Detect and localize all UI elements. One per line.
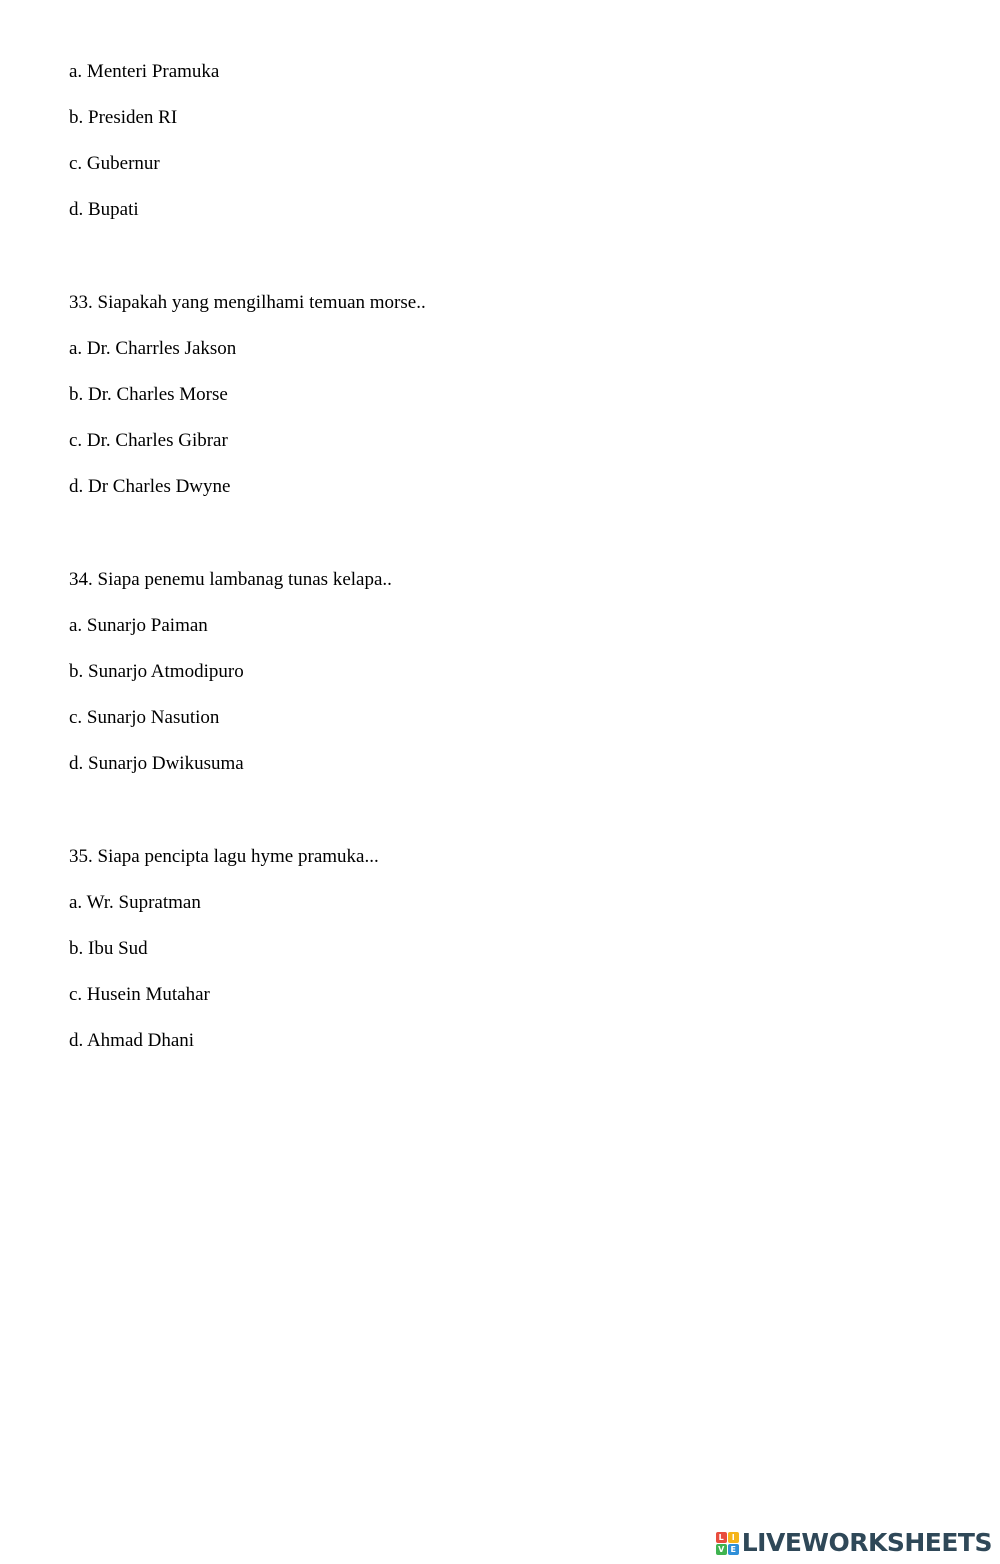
liveworksheets-logo (716, 1528, 992, 1558)
logo-mark-i: I (728, 1532, 739, 1543)
q32-option-b: b. Presiden RI (69, 107, 178, 128)
q35-question: 35. Siapa pencipta lagu hyme pramuka... (69, 846, 379, 867)
logo-mark-v: V (716, 1544, 727, 1555)
q34-question: 34. Siapa penemu lambanag tunas kelapa.. (69, 569, 392, 590)
q34-option-a: a. Sunarjo Paiman (69, 615, 208, 636)
q35-option-d: d. Ahmad Dhani (69, 1030, 195, 1051)
q32-option-d: d. Bupati (69, 199, 139, 220)
q35-option-c: c. Husein Mutahar (69, 984, 210, 1005)
q35-option-b: b. Ibu Sud (69, 938, 148, 959)
q32-option-a: a. Menteri Pramuka (69, 61, 220, 82)
logo-mark-e: E (728, 1544, 739, 1555)
q35-option-a: a. Wr. Supratman (69, 892, 201, 913)
q33-option-a: a. Dr. Charrles Jakson (69, 338, 237, 359)
q33-option-c: c. Dr. Charles Gibrar (69, 430, 228, 451)
logo-wordmark: LIVEWORKSHEETS (741, 1528, 992, 1557)
liveworksheets-logo-icon (716, 1532, 739, 1555)
q34-option-c: c. Sunarjo Nasution (69, 707, 220, 728)
q33-option-d: d. Dr Charles Dwyne (69, 476, 231, 497)
q33-option-b: b. Dr. Charles Morse (69, 384, 228, 405)
q33-question: 33. Siapakah yang mengilhami temuan morse.. (69, 292, 426, 313)
q34-option-b: b. Sunarjo Atmodipuro (69, 661, 244, 682)
logo-mark-l: L (716, 1532, 727, 1543)
q32-option-c: c. Gubernur (69, 153, 160, 174)
q34-option-d: d. Sunarjo Dwikusuma (69, 753, 244, 774)
